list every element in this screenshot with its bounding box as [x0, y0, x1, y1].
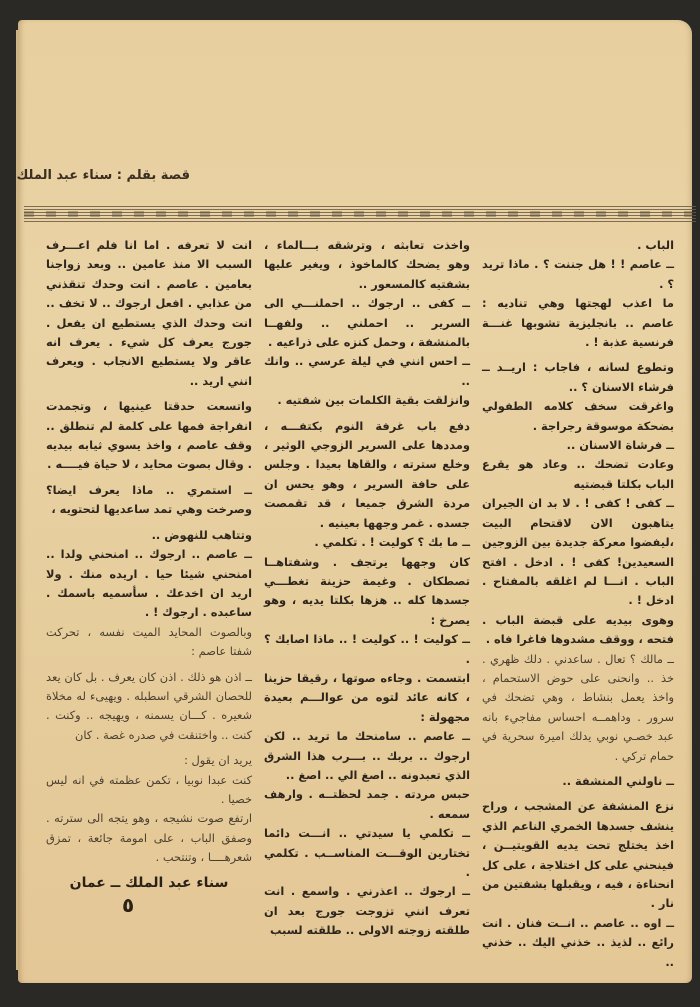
paragraph: ــ ناولني المنشفة .. [562, 773, 674, 788]
paragraph: الباب . [637, 238, 674, 252]
paragraph: ما اعذب لهجتها وهي تناديه : عاصم .. بانجليزية تشوبها غنـــة فرنسية عذبة ! . [482, 296, 674, 350]
column-middle [264, 236, 470, 941]
paragraph: ــ كوليت ! .. كوليت ! .. ماذا اصابك ؟ . [264, 632, 470, 666]
paragraph: واتسعت حدقتا عينيها ، وتجمدت انفراجة فمها على كلمة لم تنطلق .. وقف عاصم ، واخذ يسوي ثيابه بيديه . وقال بصوت محايد ، لا حياة فيــــه . [46, 399, 252, 472]
paragraph: وعادت تضحك .. وعاد هو يقرع الباب بكلتا قبضتيه [482, 457, 674, 491]
paragraph: وتطوع لسانه ، فاجاب : اريــد ــ فرشاء الاسنان ؟ .. [482, 360, 674, 394]
paragraph: ــ عاصم .. سامنحك ما تريد .. لكن ارجوك .. بربك .. بـــرب هذا الشرق الذي تعبدونه .. اصغ الي .. اصغ .. [264, 729, 470, 782]
paragraph: ــ عاصم ! ! هل جننت ؟ . ماذا تريد ؟ . [482, 257, 674, 291]
paragraph: ارتفع صوت نشيجه ، وهو يتجه الى سترته . وصفق الباب ، على امومة جائعة ، تمزق شعرهــــا ، وتنتحب . [46, 811, 252, 865]
paragraph: ــ مالك ؟ تعال . ساعدني . دلك ظهري . خذ .. وانحنى على حوض الاستحمام ، واخذ يعمل بنشاط ، وهي تضحك في سرور . وداهمــه احساس مفاجيء بانه عبد خصـي نوبي يدلك اميرة سحرية في حمام تركي . [482, 651, 674, 763]
paragraph: ــ كفى ! كفى ! . لا بد ان الجيران يتاهبون الان لاقتحام البيت ،ليفضوا معركة جديدة بين الزوجين السعيدين! كفى ! . ادخل . افتح الباب . انـــا لم اغلقه بالمفتاح . ادخل ! . [482, 496, 674, 608]
paragraph: ــ اوه .. عاصم .. انــت فنان . انت رائع .. لذيذ .. خذني اليك .. خذني .. [482, 915, 674, 969]
paragraph: ــ كفى .. ارجوك .. احملنـــي الى السرير .. احملني .. ولفهــا بالمنشفة ، وحمل كنزه على ذراعيه . [264, 296, 470, 350]
paragraph: دفع باب غرفة النوم بكتفـــه ، ومددها على السرير الزوجي الوثير ، وخلع سترته ، والقاها بعيدا . وجلس على حافة السرير ، وهو يحس ان مردة الشرق جميعا ، قد تقمصت جسده . غمر وجهها بعينيه . [264, 418, 470, 530]
paragraph: حبس مردته . جمد لحظتــه . وارهف سمعه . [264, 787, 470, 821]
paragraph: ــ احس انني في ليلة عرسي .. وانك .. [264, 354, 470, 388]
paragraph: كنت عبدا نوبيا ، تكمن عظمته في انه ليس خصيا . [46, 772, 252, 806]
paragraph: ــ تكلمي يا سيدتي .. انـــت دائما تختارين الوقـــت المناســب . تكلمي . [264, 826, 470, 879]
column-left [46, 236, 252, 893]
paragraph: وبالصوت المحايد الميت نفسه ، تحركت شفتا عاصم : [46, 624, 252, 659]
page-number: ٥ [122, 893, 135, 917]
author-signature: سناء عبد الملك ــ عمان [69, 874, 229, 891]
paragraph: وهوى بيديه على قبضة الباب . فتحه ، ووقف مشدوها فاغرا فاه . [482, 612, 674, 647]
paragraph: واغرقت سخف كلامه الطفولي بضحكة موسوقة رجراجة . [482, 399, 674, 433]
decorative-divider [24, 206, 696, 222]
paragraph: وتتاهب للنهوض .. [151, 527, 252, 542]
paragraph: ــ ما بك ؟ كوليت ! . تكلمي . [314, 535, 470, 550]
paragraph: كان وجهها يرتجف . وشفتاهــا تصطكان . وغيمة حزينة تغطـــي جسدها كله .. هزها بكلتا يديه ، وهو يصرخ : [264, 554, 470, 627]
paragraph: ــ اذن هو ذلك . اذن كان يعرف . بل كان يعد للحصان الشرقي اسطبله . ويهيىء له مخلاة شعيره . كـــان يسمنه ، ويهيجه .. وكنت . كنت .. واختنقت في صدره غصة . كان [46, 669, 252, 742]
paragraph: ابتسمت . وجاءه صوتها ، رقيقا حزينا ، كانه عائد لتوه من عوالـــم بعيدة مجهولة : [264, 670, 470, 724]
paragraph: ــ استمري .. ماذا يعرف ايضا؟ وصرخت وهي تمد ساعديها لتحتويه ، [46, 482, 252, 517]
column-right [482, 236, 674, 972]
paragraph: يريد ان يقول : [184, 753, 252, 768]
paragraph: نزع المنشفة عن المشجب ، وراح ينشف جسدها الخمري الناعم الذي اخذ يختلج تحت يديه القويتيــن ، فينحني على كل اختلاجة ، على كل انحناءة ، فيه ، ويقبلها بشفتين من نار . [482, 799, 674, 911]
paragraph: وانزلقت بقية الكلمات بين شفتيه . [277, 393, 470, 408]
story-byline: قصة بقلم : سناء عبد الملك [16, 168, 190, 183]
paragraph: واخذت تعابثه ، وترشقه بـــالماء ، وهو يضحك كالماخوذ ، ويغير عليها بشفتيه كالمسعور .. [264, 238, 470, 291]
paragraph: ــ ارجوك .. اعذرني . واسمع . انت تعرف انني تزوجت جورج بعد ان طلقته زوجته الاولى .. طلقته لسبب [264, 884, 470, 938]
paragraph: انت لا تعرفه . اما انا فلم اعـــرف السبب الا منذ عامين .. وبعد زواجنا بعامين . عاصم . انت وحدك تنقذني من عذابي . افعل ارجوك .. لا تخف .. انت وحدك الذي يستطيع ان يفعل . جورج يعرف كل شيء . يعرف انه عاقر ولا يستطيع الانجاب . ويعرف انني اريد .. [46, 238, 252, 388]
paragraph: ــ فرشاة الاسنان .. [566, 438, 674, 453]
paragraph: ــ عاصم .. ارجوك .. امنحني ولدا .. امنحني شيئا حيا . اريده منك . ولا اريد ان اخدعك . سأسميه باسمك . ساعبده . ارجوك ! . [46, 547, 252, 620]
